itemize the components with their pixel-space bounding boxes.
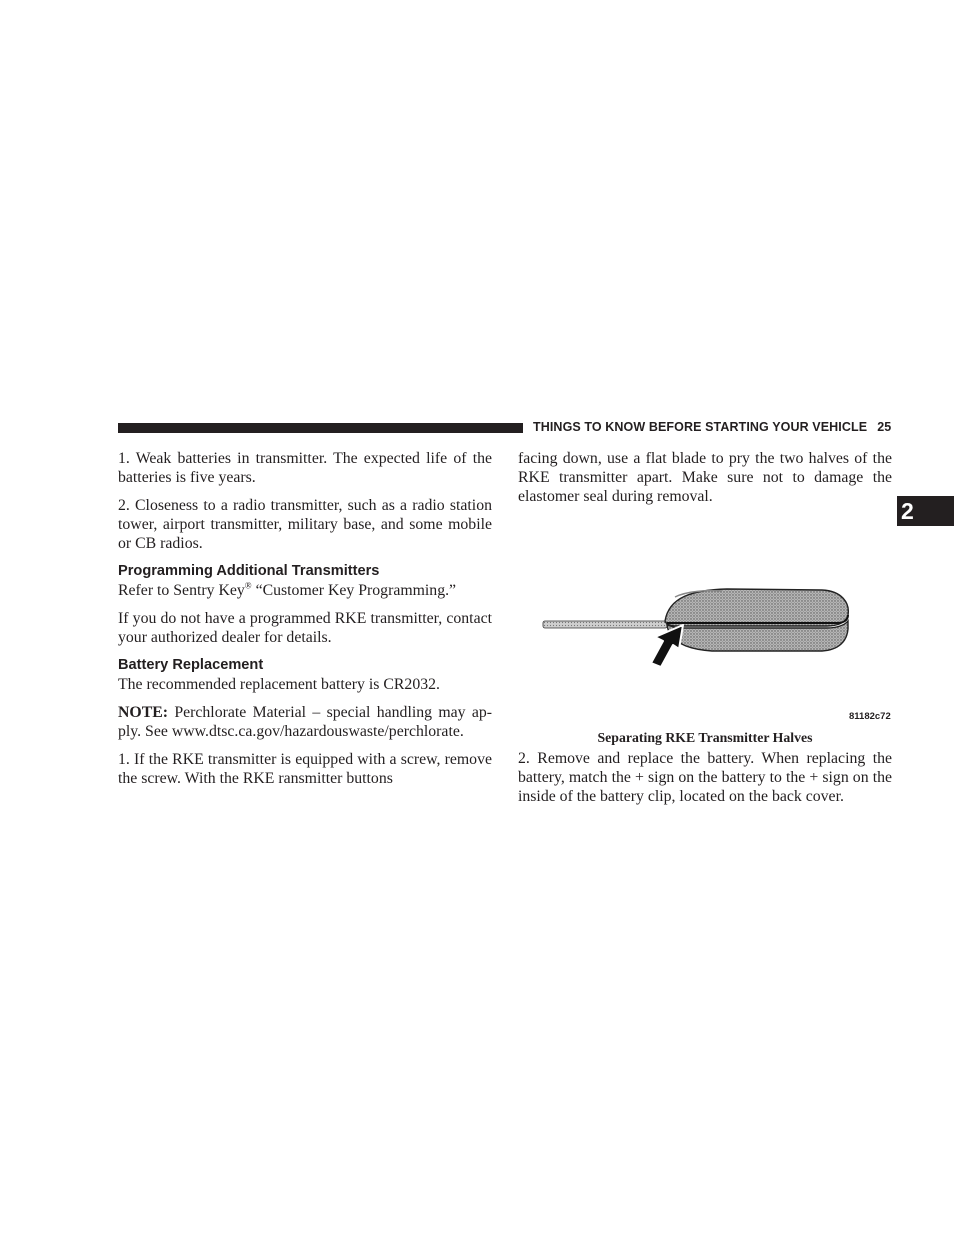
running-header [533,420,891,434]
heading-programming-transmitters: Programming Additional Transmitters [118,563,380,579]
note-label: NOTE: [118,704,169,721]
no-programmed-transmitter: If you do not have a programmed RKE transmitter, contact your authorized dealer for details. [118,610,492,646]
registered-mark: ® [244,580,252,591]
arrow-icon [651,625,683,667]
step-2-replace-battery: 2. Remove and replace the battery. When replacing the battery, match the + sign on the battery to the + sign on the inside of the battery clip, located on the back cover. [518,750,892,805]
section-title: THINGS TO KNOW BEFORE STARTING YOUR VEHICLE [533,420,868,434]
note-text: Perchlorate Material – special handling may ap- ply. See www.dtsc.ca.gov/hazardouswaste/perchlorate. [118,704,492,740]
refer-target: “Customer Key Programming.” [251,582,457,599]
transmitter-illustration [537,585,857,695]
refer-sentry-key [118,581,492,600]
page-number: 25 [877,420,892,434]
flat-blade-icon [543,621,667,628]
step-1-continuation: facing down, use a flat blade to pry the two halves of the RKE transmitter apart. Make sure not to damage the elastomer seal during removal. [518,450,892,505]
right-column-top [518,449,892,515]
chapter-tab: 2 [897,496,954,526]
figure-code: 81182c72 [849,711,891,722]
step-1-remove-screw: 1. If the RKE transmitter is equipped with a screw, remove the screw. With the RKE ransmitter buttons [118,751,492,787]
recommended-battery: The recommended replacement battery is CR2032. [118,676,440,693]
header-rule [118,423,523,433]
refer-text: Refer to Sentry Key [118,582,245,599]
left-column [118,449,492,797]
figure-caption: Separating RKE Transmitter Halves [597,730,813,745]
heading-battery-replacement: Battery Replacement [118,657,264,673]
cause-radio-closeness: 2. Closeness to a radio transmitter, such as a radio station tower, airport transmitter, military base, and some mobile or CB radios. [118,497,492,552]
transmitter-icon [665,589,848,651]
perchlorate-note [118,703,492,741]
right-column-bottom [518,749,892,815]
cause-weak-batteries: 1. Weak batteries in transmitter. The expected life of the batteries is five years. [118,450,492,486]
